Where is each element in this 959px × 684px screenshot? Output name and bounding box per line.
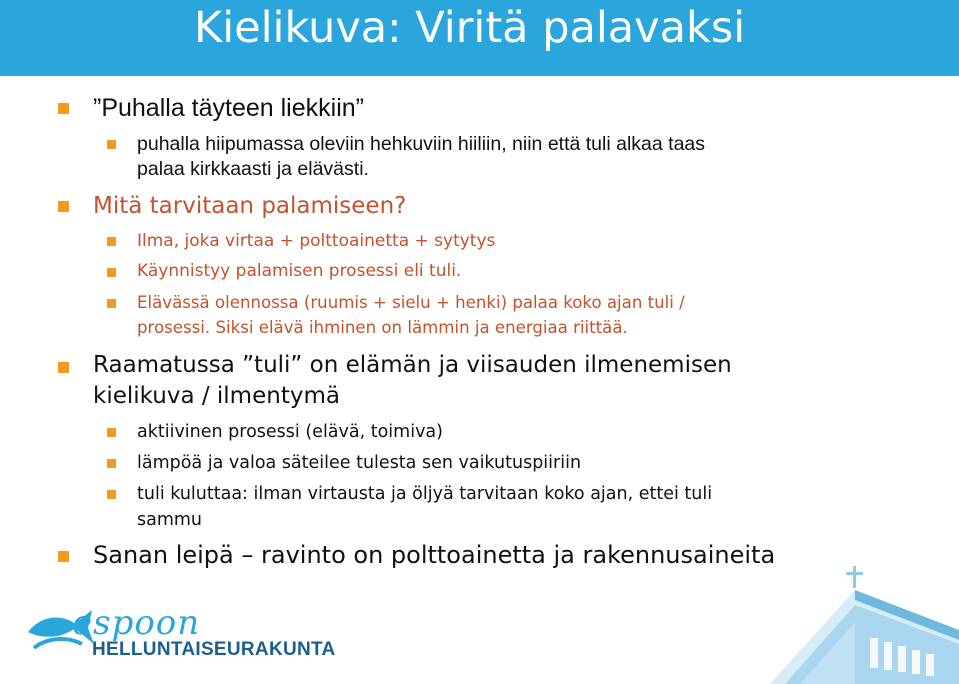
bullet	[58, 551, 69, 562]
list-item-cont: palaa kirkkaasti ja elävästi.	[137, 158, 369, 180]
bullet	[107, 140, 116, 149]
church-icon	[760, 560, 959, 684]
section-heading: ”Puhalla täyteen liekkiin”	[93, 94, 364, 122]
title-bar	[0, 0, 959, 76]
bullet	[107, 237, 116, 246]
logo-org-text: HELLUNTAISEURAKUNTA	[92, 639, 336, 660]
list-item: Elävässä olennossa (ruumis + sielu + henki) palaa koko ajan tuli /	[137, 293, 685, 312]
section-heading: Raamatussa ”tuli” on elämän ja viisauden ilmenemisen	[93, 352, 732, 378]
section-heading: Sanan leipä – ravinto on polttoainetta ja rakennusaineita	[93, 541, 776, 569]
bullet	[107, 299, 116, 308]
bullet	[107, 428, 116, 437]
bullet	[58, 103, 69, 114]
section-heading-cont: kielikuva / ilmentymä	[93, 383, 340, 409]
list-item-cont: prosessi. Siksi elävä ihminen on lämmin ja energiaa riittää.	[137, 318, 628, 337]
slide-title: Kielikuva: Viritä palavaksi	[194, 3, 746, 53]
bullet	[107, 459, 116, 468]
list-item: Käynnistyy palamisen prosessi eli tuli.	[137, 261, 462, 281]
logo-script-text: espoon	[72, 603, 201, 643]
bullet	[107, 268, 116, 277]
list-item: puhalla hiipumassa oleviin hehkuviin hiiliin, niin että tuli alkaa taas	[137, 133, 706, 155]
bullet	[58, 362, 69, 373]
list-item: tuli kuluttaa: ilman virtausta ja öljyä tarvitaan koko ajan, ettei tuli	[137, 484, 713, 504]
list-item-cont: sammu	[137, 510, 203, 530]
list-item: aktiivinen prosessi (elävä, toimiva)	[137, 422, 443, 442]
bullet	[58, 201, 69, 212]
section-heading: Mitä tarvitaan palamiseen?	[93, 193, 407, 219]
bullet	[107, 490, 116, 499]
list-item: lämpöä ja valoa säteilee tulesta sen vaikutuspiiriin	[137, 453, 582, 473]
list-item: Ilma, joka virtaa + polttoainetta + sytytys	[137, 231, 496, 251]
